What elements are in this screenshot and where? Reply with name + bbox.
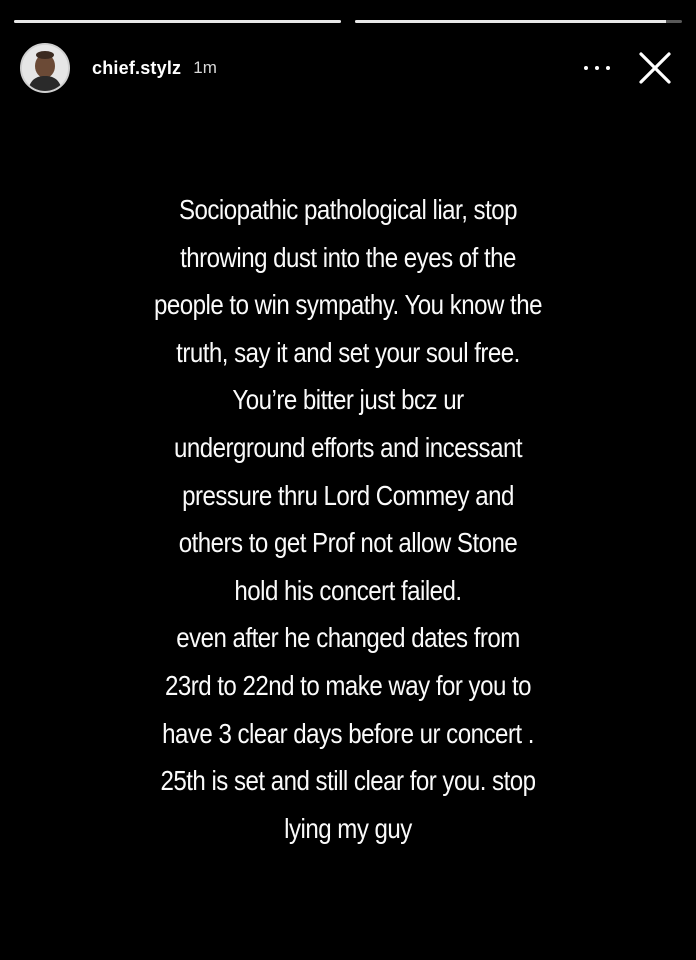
story-line: pressure thru Lord Commey and	[182, 479, 514, 511]
close-icon[interactable]	[636, 49, 674, 87]
progress-segment-2	[355, 20, 682, 23]
story-line: throwing dust into the eyes of the	[180, 241, 516, 273]
more-horizontal-icon[interactable]	[584, 63, 610, 73]
story-text	[100, 186, 595, 852]
story-line: Sociopathic pathological liar, stop	[178, 194, 518, 225]
story-line: people to win sympathy. You know the	[154, 289, 542, 321]
progress-segment-1	[14, 20, 341, 23]
story-line: 25th is set and still clear for you. stop	[160, 765, 536, 797]
story-line: 23rd to 22nd to make way for you to	[164, 669, 532, 701]
story-line: underground efforts and incessant	[173, 431, 523, 463]
avatar[interactable]	[20, 43, 70, 93]
progress-fill-2	[355, 20, 666, 23]
story-line: hold his concert failed.	[234, 574, 462, 606]
story-line: truth, say it and set your soul free.	[176, 336, 520, 368]
post-time: 1m	[193, 58, 217, 77]
username[interactable]: chief.stylz	[92, 57, 182, 78]
story-progress-bar	[14, 20, 682, 23]
story-line: even after he changed dates from	[176, 622, 520, 654]
progress-fill-1	[14, 20, 341, 23]
story-line: others to get Prof not allow Stone	[178, 527, 518, 559]
story-line: You’re bitter just bcz ur	[232, 384, 464, 416]
story-line: lying my guy	[284, 812, 412, 844]
profile-photo-icon	[22, 45, 68, 91]
story-header	[20, 42, 682, 94]
story-line: have 3 clear days before ur concert .	[162, 717, 534, 749]
